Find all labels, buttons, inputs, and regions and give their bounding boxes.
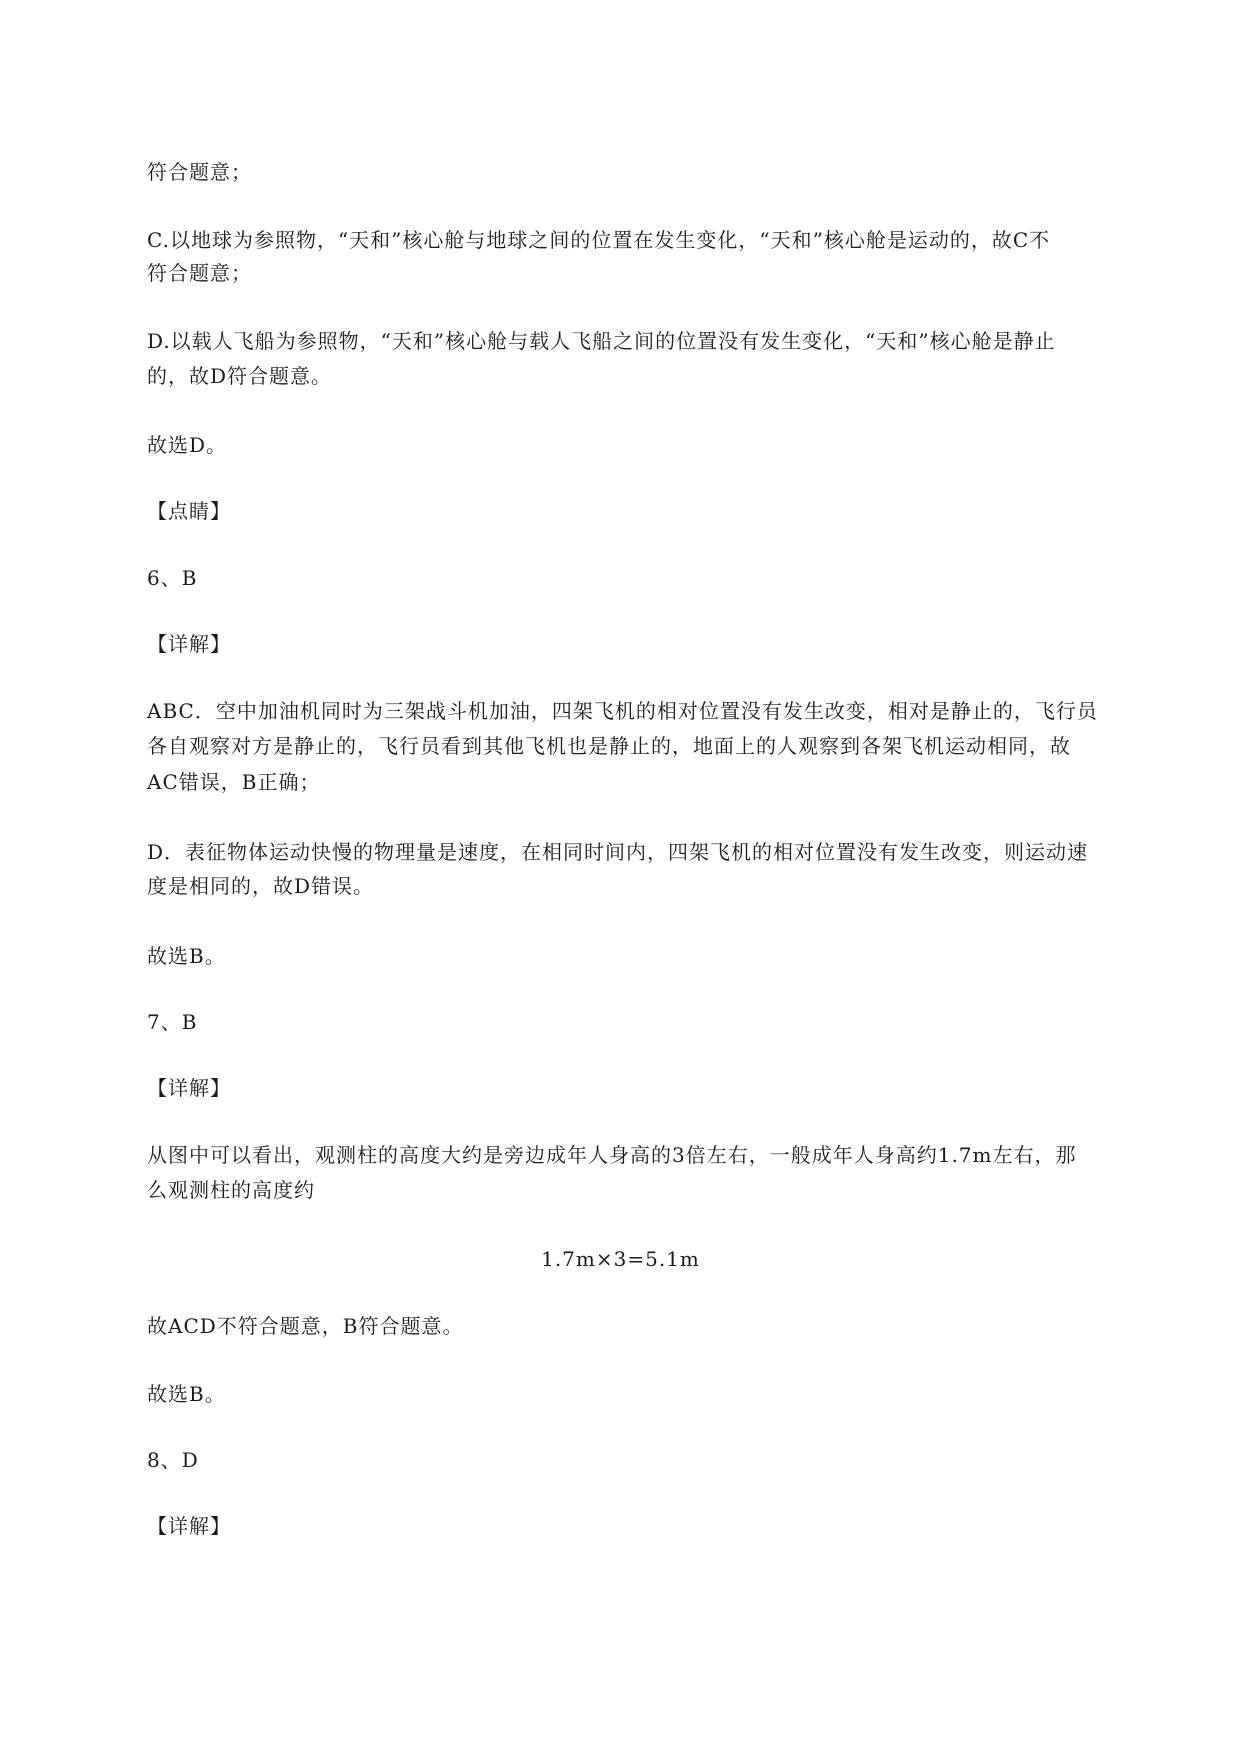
text-line-14: 度是相同的，故D错误。 bbox=[147, 874, 375, 898]
section-heading-xiangjie: 【详解】 bbox=[147, 1514, 231, 1538]
answer-6: 6、B bbox=[147, 566, 198, 590]
text-line-3: 符合题意； bbox=[147, 261, 252, 285]
text-line-2: C.以地球为参照物，“天和”核心舱与地球之间的位置在发生变化，“天和”核心舱是运动的，故C不 bbox=[147, 228, 1051, 252]
text-line-19: 么观测柱的高度约 bbox=[147, 1178, 315, 1202]
text-line-5: 的，故D符合题意。 bbox=[147, 364, 333, 388]
text-line-11: 各自观察对方是静止的，飞行员看到其他飞机也是静止的，地面上的人观察到各架飞机运动相同，故 bbox=[147, 734, 1071, 758]
section-heading-dianjing: 【点睛】 bbox=[147, 499, 231, 523]
equation: 1.7m×3=5.1m bbox=[541, 1247, 700, 1271]
text-line-10: ABC．空中加油机同时为三架战斗机加油，四架飞机的相对位置没有发生改变，相对是静止的，飞行员 bbox=[147, 699, 1098, 723]
text-line-13: D．表征物体运动快慢的物理量是速度，在相同时间内，四架飞机的相对位置没有发生改变，则运动速 bbox=[147, 840, 1089, 864]
text-line-4: D.以载人飞船为参照物，“天和”核心舱与载人飞船之间的位置没有发生变化，“天和”核心舱是静止 bbox=[147, 329, 1056, 353]
text-line-15: 故选B。 bbox=[147, 944, 226, 968]
answer-8: 8、D bbox=[147, 1448, 199, 1472]
text-line-1: 符合题意； bbox=[147, 160, 252, 184]
text-line-12: AC错误，B正确； bbox=[147, 770, 321, 794]
text-line-21: 故ACD不符合题意，B符合题意。 bbox=[147, 1314, 464, 1338]
text-line-6: 故选D。 bbox=[147, 433, 228, 457]
section-heading-xiangjie: 【详解】 bbox=[147, 632, 231, 656]
section-heading-xiangjie: 【详解】 bbox=[147, 1076, 231, 1100]
answer-7: 7、B bbox=[147, 1010, 198, 1034]
text-line-22: 故选B。 bbox=[147, 1382, 226, 1406]
text-line-18: 从图中可以看出，观测柱的高度大约是旁边成年人身高的3倍左右，一般成年人身高约1.7m左右，那 bbox=[147, 1143, 1077, 1167]
